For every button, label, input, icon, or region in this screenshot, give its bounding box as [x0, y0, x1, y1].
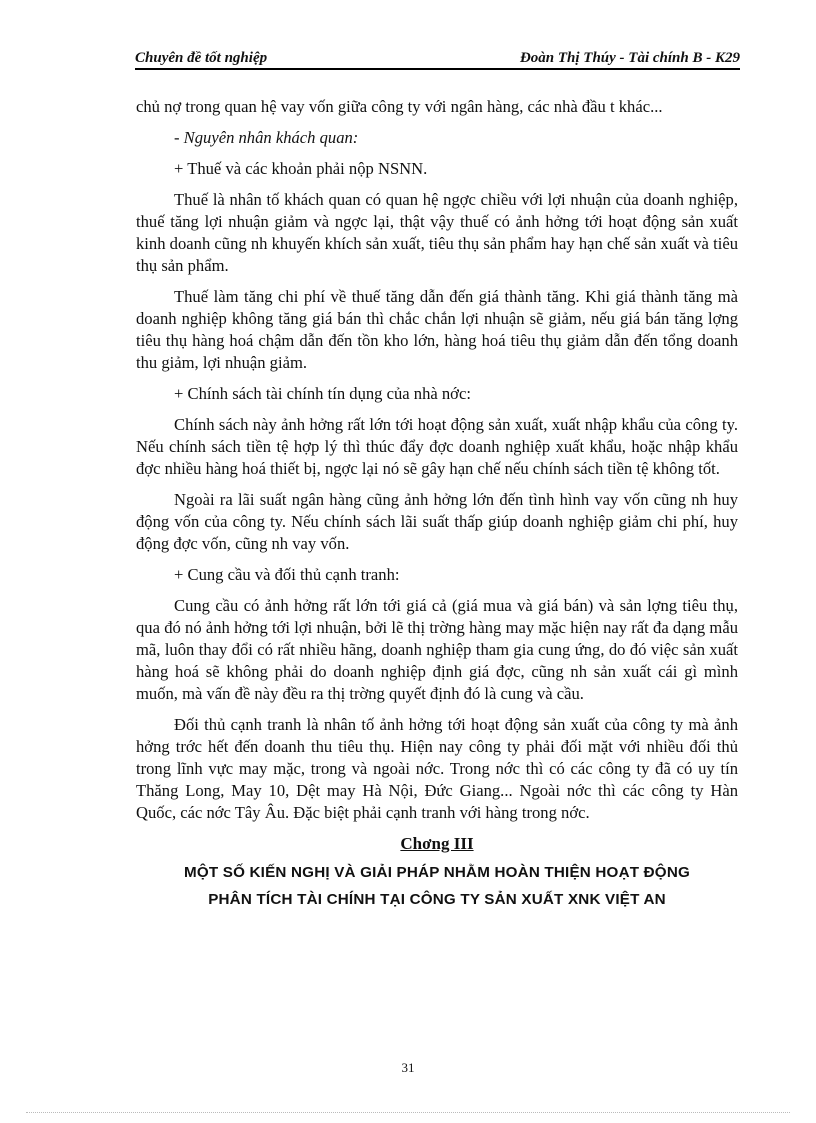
paragraph-interest-rate: Ngoài ra lãi suất ngân hàng cũng ảnh hởng lớn đến tình hình vay vốn cũng nh huy động vốn của công ty. Nếu chính sách lãi suất thấp giúp doanh nghiệp giảm chi phí, huy động đợc vốn, cũng nh vay vốn. [136, 490, 738, 553]
paragraph-tax-1: Thuế là nhân tố khách quan có quan hệ ngợc chiều với lợi nhuận của doanh nghiệp, thuế tăng lợi nhuận giảm và ngợc lại, thật vậy thuế có ảnh hởng tới hoạt động sản xuất kinh doanh cũng nh khuyến khích sản xuất, tiêu thụ sản phẩm hay hạn chế sản xuất và tiêu thụ sản phẩm. [136, 190, 738, 275]
subheading-tax: + Thuế và các khoản phải nộp NSNN. [174, 159, 428, 178]
header-document-type: Chuyên đề tốt nghiệp [135, 50, 268, 66]
paragraph-competitors: Đối thủ cạnh tranh là nhân tố ảnh hởng tới hoạt động sản xuất của công ty mà ảnh hởng trớc hết đến doanh thu tiêu thụ. Hiện nay công ty phải đối mặt với nhiều đối thủ trong lĩnh vực may mặc, trong và ngoài nớc. Trong nớc thì có các công ty đã có uy tín Thăng Long, May 10, Dệt may Hà Nội, Đức Giang... Ngoài nớc thì các công ty Hàn Quốc, các nớc Tây Âu. Đặc biệt phải cạnh tranh với hàng trong nớc. [136, 715, 738, 822]
paragraph-continued: chủ nợ trong quan hệ vay vốn giữa công ty với ngân hàng, các nhà đầu t khác... [136, 97, 663, 116]
paragraph-credit-policy: Chính sách này ảnh hởng rất lớn tới hoạt động sản xuất, xuất nhập khẩu của công ty. Nếu chính sách tiền tệ hợp lý thì thúc đẩy đợc doanh nghiệp xuất khẩu, hoặc nhập khẩu đợc nhiều hàng hoá thiết bị, ngợc lại nó sẽ gây hạn chế nếu chính sách tiền tệ không tốt. [136, 415, 738, 478]
section-title-line-1: MỘT SỐ KIẾN NGHỊ VÀ GIẢI PHÁP NHẰM HOÀN THIỆN HOẠT ĐỘNG [183, 864, 691, 881]
section-title-line-2: PHÂN TÍCH TÀI CHÍNH TẠI CÔNG TY SẢN XUẤT XNK VIỆT AN [208, 891, 666, 908]
page-body [136, 96, 738, 918]
chapter-heading: Chơng III [400, 834, 474, 853]
page-header [135, 46, 740, 70]
subheading-credit-policy: + Chính sách tài chính tín dụng của nhà nớc: [174, 384, 471, 403]
subheading-supply-demand: + Cung cầu và đối thủ cạnh tranh: [174, 565, 400, 584]
page-number: 31 [401, 1060, 415, 1075]
subheading-objective-causes: - Nguyên nhân khách quan: [174, 128, 359, 147]
paragraph-tax-2: Thuế làm tăng chi phí về thuế tăng dẫn đến giá thành tăng. Khi giá thành tăng mà doanh nghiệp không tăng giá bán thì chắc chắn lợi nhuận sẽ giảm, nếu giá bán tăng lợng tiêu thụ hàng hoá chậm dẫn đến tồn kho lớn, hàng hoá tiêu thụ giảm dẫn đến tổng doanh thu giảm, lợi nhuận giảm. [136, 287, 738, 372]
header-author: Đoàn Thị Thúy - Tài chính B - K29 [519, 50, 740, 66]
page-bottom-divider [26, 1112, 790, 1113]
paragraph-supply-demand: Cung cầu có ảnh hởng rất lớn tới giá cả (giá mua và giá bán) và sản lợng tiêu thụ, qua đó nó ảnh hởng tới lợi nhuận, bởi lẽ thị trờng hàng may mặc hiện nay rất đa dạng mẫu mã, luôn thay đổi có rất nhiều hãng, doanh nghiệp tham gia cung ứng, do đó việc sản xuất hàng hoá sẽ không phải do doanh nghiệp định giá đợc, cũng nh sản xuất cái gì mình muốn, mà vấn đề này đều ra thị trờng quyết định đó là cung và cầu. [136, 596, 738, 703]
